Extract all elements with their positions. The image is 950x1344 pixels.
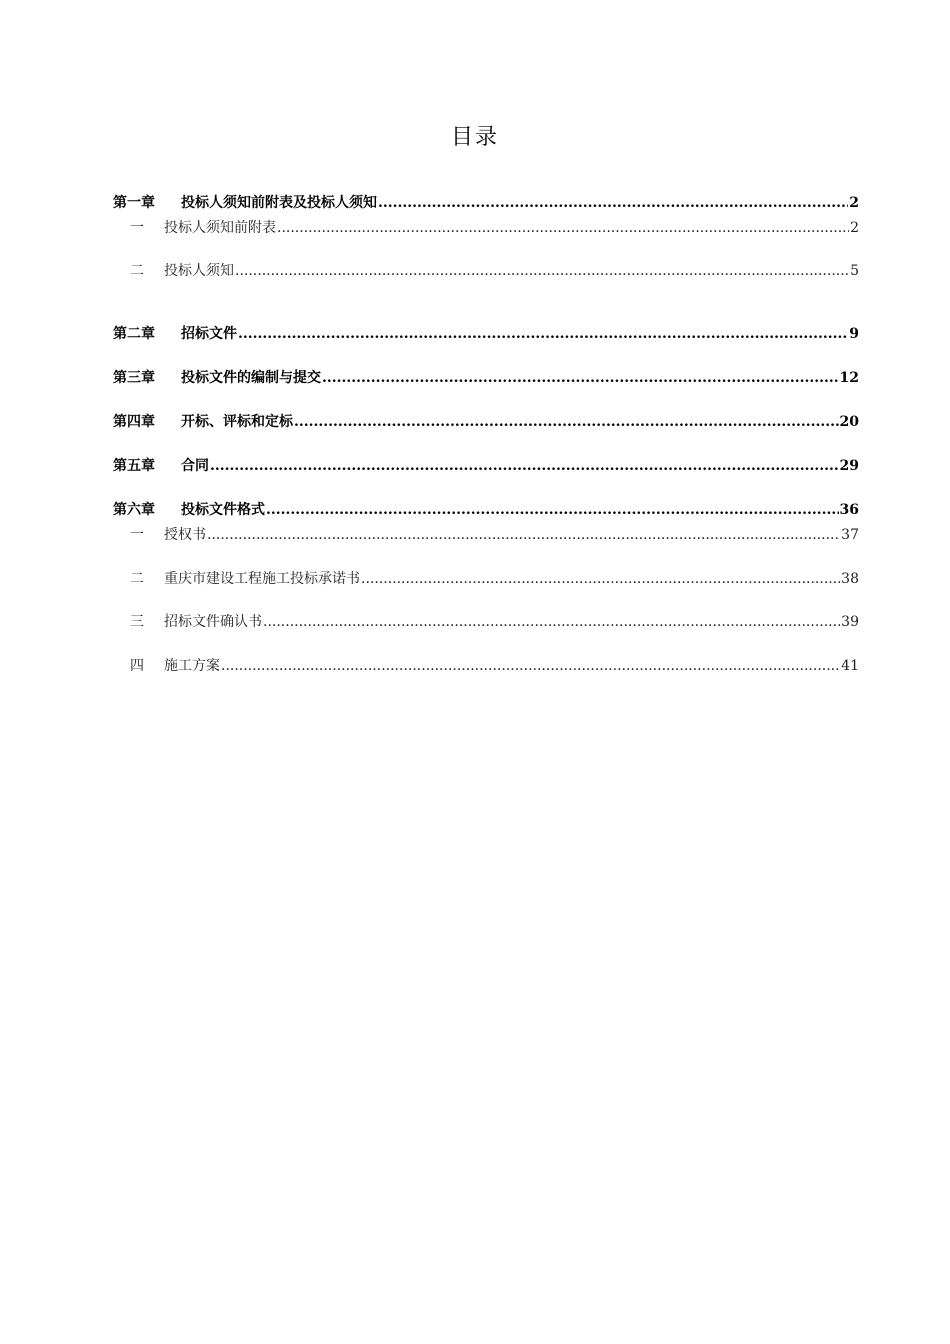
toc-entry-label: 投标人须知前附表及投标人须知 xyxy=(181,195,377,211)
toc-entry-number: 三 xyxy=(130,614,144,630)
toc-entry-label: 施工方案 xyxy=(164,658,220,674)
toc-entry-label: 投标人须知前附表 xyxy=(164,220,276,236)
toc-entry-label: 投标文件格式 xyxy=(181,502,265,518)
toc-entry-page: 41 xyxy=(841,658,859,674)
toc-entry-chapter-5[interactable] xyxy=(113,453,859,475)
toc-entry-label: 重庆市建设工程施工投标承诺书 xyxy=(164,571,360,587)
toc-entry-page: 20 xyxy=(839,414,859,430)
toc-entry-page: 38 xyxy=(841,571,859,587)
toc-entry-number: 二 xyxy=(130,571,144,587)
dot-leader xyxy=(210,457,839,475)
toc-entry-page: 29 xyxy=(839,458,859,474)
toc-entry-chapter-2[interactable] xyxy=(113,321,859,343)
dot-leader xyxy=(294,413,839,431)
toc-entry-label: 投标文件的编制与提交 xyxy=(181,370,321,386)
toc-entry-section-1-2[interactable] xyxy=(113,258,859,280)
toc-entry-number: 一 xyxy=(130,527,144,543)
toc-entry-chapter-1[interactable] xyxy=(113,190,859,212)
dot-leader xyxy=(361,570,840,588)
toc-entry-page: 39 xyxy=(841,614,859,630)
toc-title: 目录 xyxy=(450,125,499,150)
dot-leader xyxy=(277,219,849,237)
toc-entry-chapter-4[interactable] xyxy=(113,409,859,431)
toc-entry-number: 第五章 xyxy=(113,458,155,474)
toc-entry-number: 第三章 xyxy=(113,370,155,386)
toc-entry-section-1-1[interactable] xyxy=(113,215,859,237)
toc-entry-chapter-6[interactable] xyxy=(113,497,859,519)
toc-entry-section-6-3[interactable] xyxy=(113,609,859,631)
dot-leader xyxy=(266,501,839,519)
toc-entry-page: 37 xyxy=(841,527,859,543)
toc-entry-chapter-3[interactable] xyxy=(113,365,859,387)
dot-leader xyxy=(238,325,848,343)
toc-entry-page: 2 xyxy=(850,220,859,236)
toc-entry-label: 合同 xyxy=(181,458,209,474)
dot-leader xyxy=(263,613,840,631)
toc-entry-number: 二 xyxy=(130,263,144,279)
toc-entry-number: 一 xyxy=(130,220,144,236)
toc-entry-section-6-1[interactable] xyxy=(113,522,859,544)
toc-entry-page: 9 xyxy=(849,326,859,342)
toc-entry-label: 招标文件 xyxy=(181,326,237,342)
toc-entry-number: 第一章 xyxy=(113,195,155,211)
toc-entry-label: 投标人须知 xyxy=(164,263,234,279)
toc-entry-number: 第四章 xyxy=(113,414,155,430)
toc-entry-section-6-4[interactable] xyxy=(113,653,859,675)
dot-leader xyxy=(378,194,848,212)
toc-entry-page: 2 xyxy=(849,195,859,211)
toc-entry-section-6-2[interactable] xyxy=(113,566,859,588)
toc-entry-label: 授权书 xyxy=(164,527,206,543)
dot-leader xyxy=(322,369,839,387)
toc-entry-label: 开标、评标和定标 xyxy=(181,414,293,430)
toc-entry-page: 36 xyxy=(839,502,859,518)
toc-entry-page: 12 xyxy=(839,370,859,386)
dot-leader xyxy=(221,657,840,675)
toc-entry-page: 5 xyxy=(850,263,859,279)
toc-entry-label: 招标文件确认书 xyxy=(164,614,262,630)
toc-entry-number: 四 xyxy=(130,658,144,674)
dot-leader xyxy=(235,262,849,280)
dot-leader xyxy=(207,526,840,544)
toc-entry-number: 第二章 xyxy=(113,326,155,342)
toc-entry-number: 第六章 xyxy=(113,502,155,518)
